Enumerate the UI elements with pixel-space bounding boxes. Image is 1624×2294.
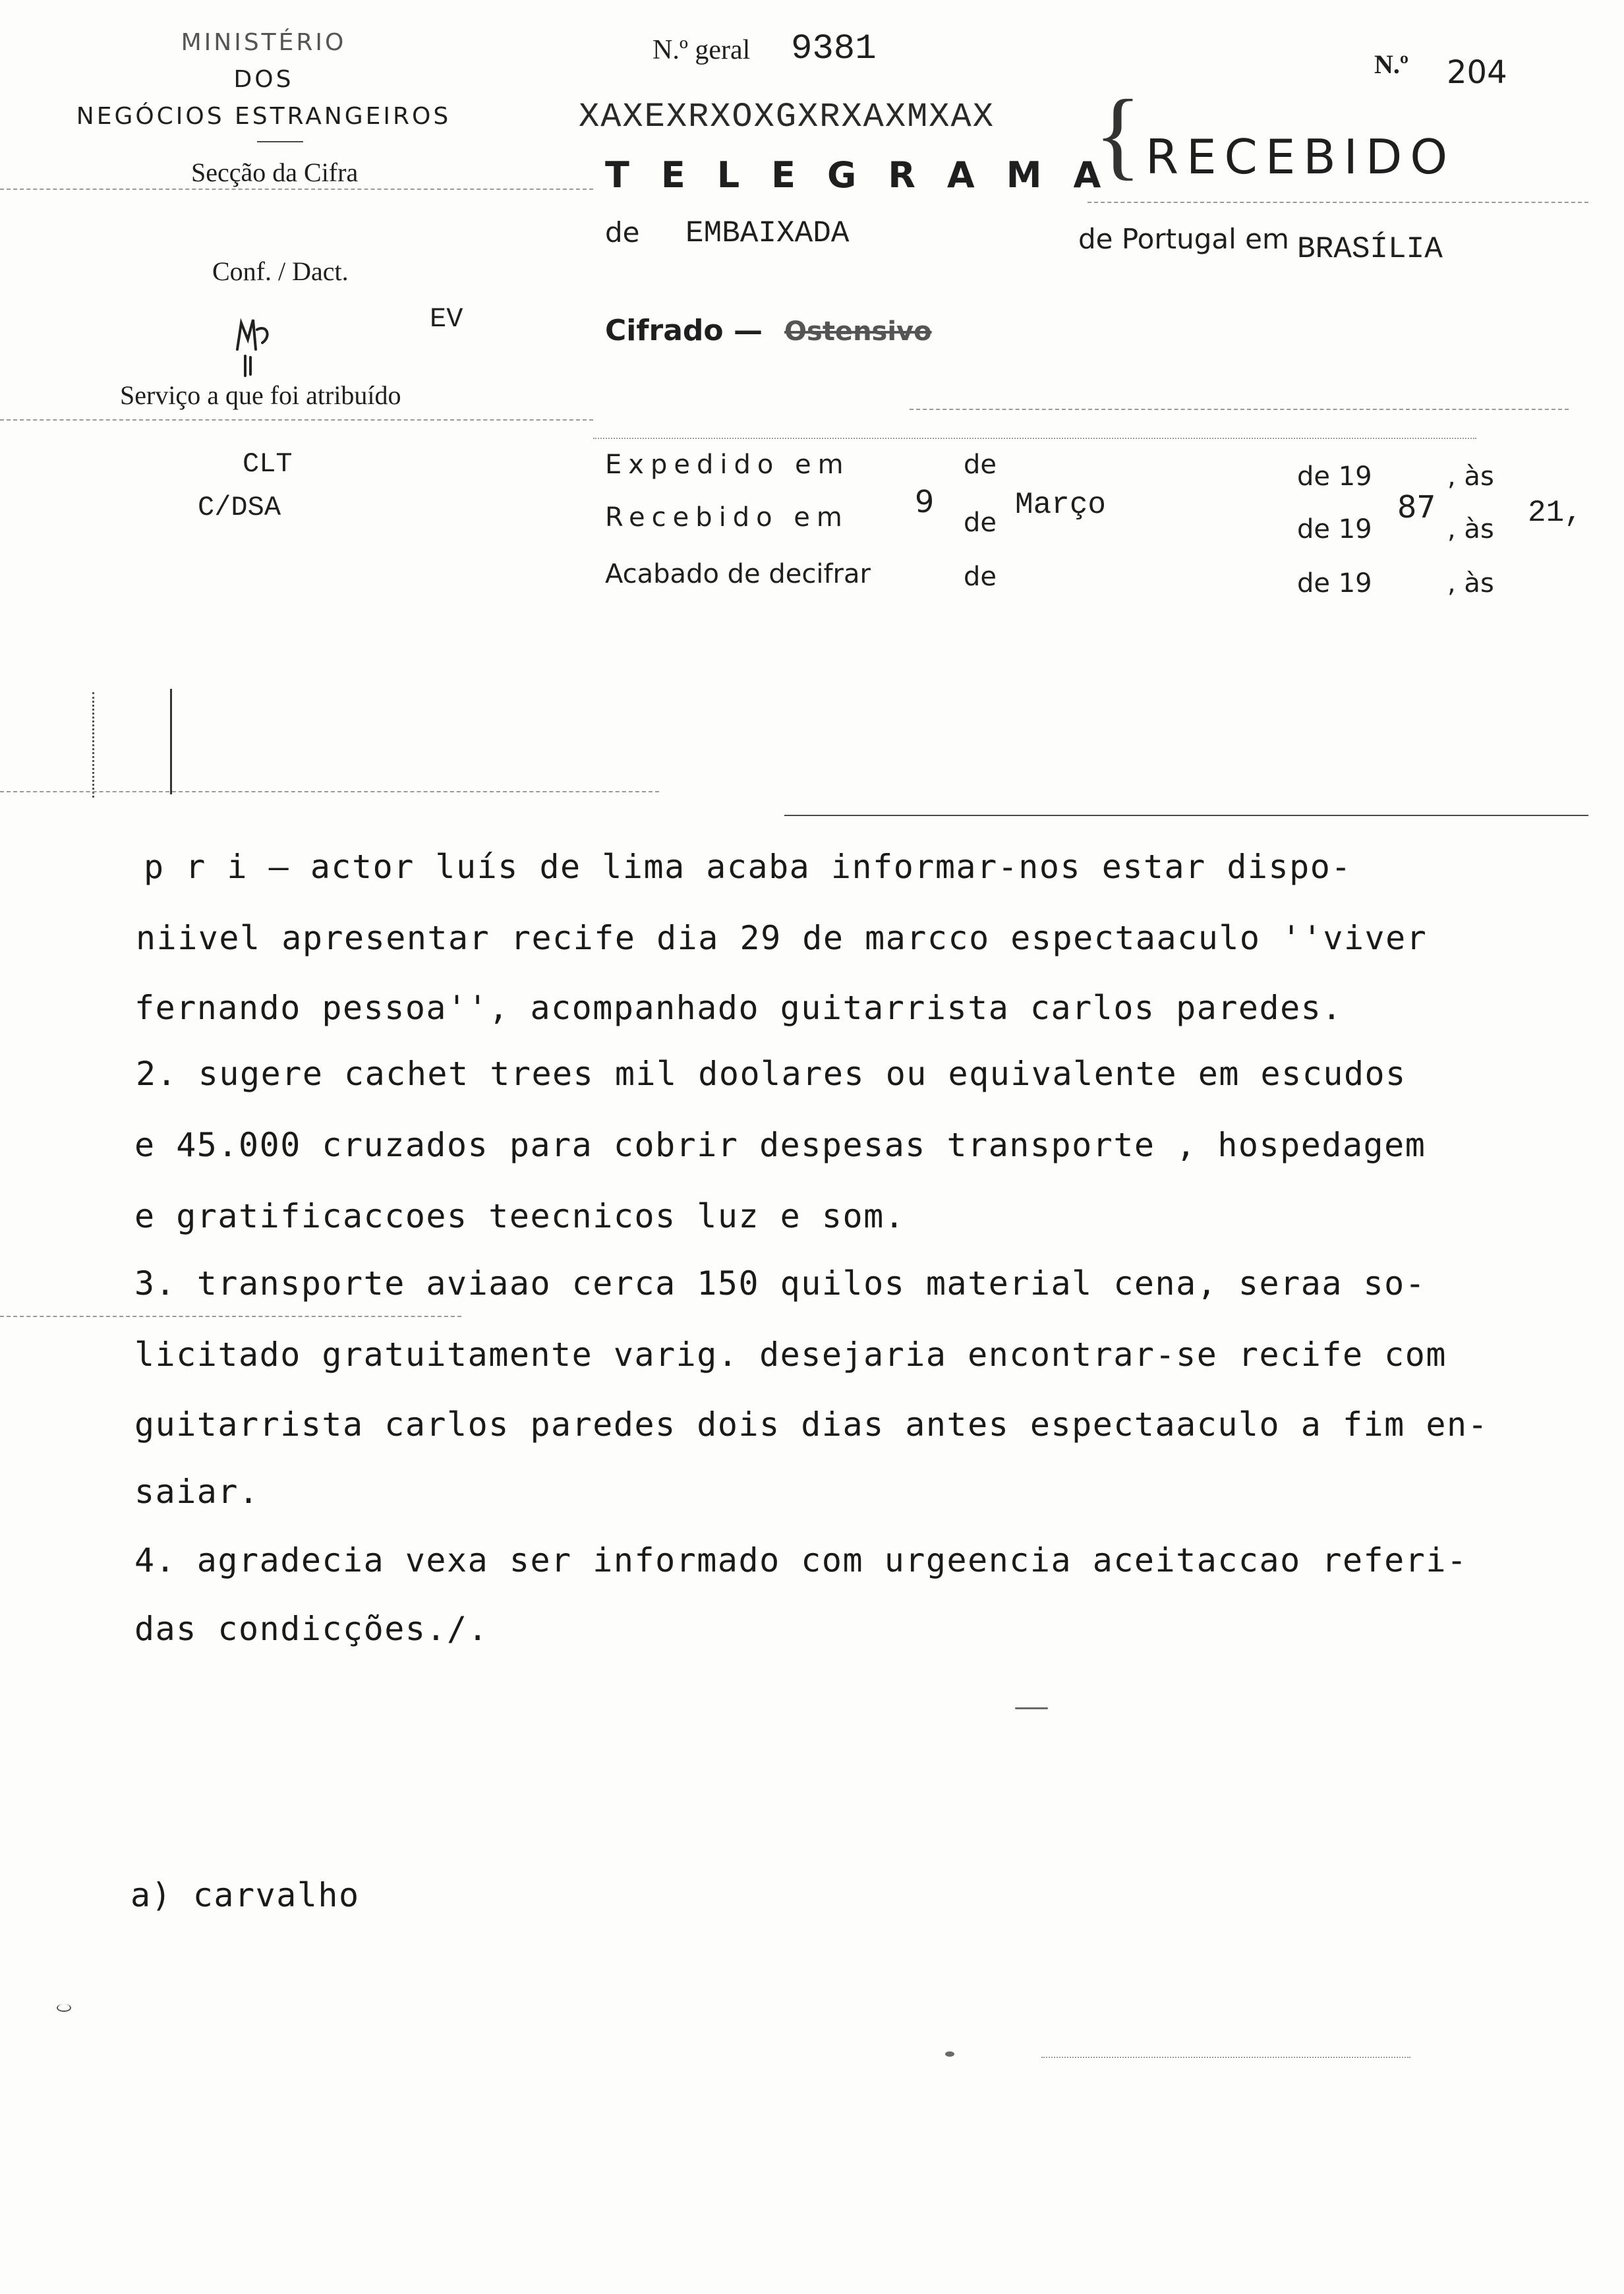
- ostensivo-crossed: Ostensivo: [784, 316, 932, 347]
- sender-value: EMBAIXADA: [685, 216, 850, 250]
- body-line-6: e gratificaccoes teecnicos luz e som.: [134, 1197, 906, 1235]
- body-line-10: saiar.: [134, 1473, 260, 1511]
- body-rule-dashed: [0, 791, 659, 792]
- bottom-dotted-rule: [1041, 2057, 1410, 2058]
- body-line-3: fernando pessoa'', acompanhado guitarrista carlos paredes.: [134, 989, 1343, 1027]
- servico-label: Serviço a que foi atribuído: [120, 380, 401, 410]
- ink-dot: [945, 2051, 954, 2057]
- expedido-label: Expedido em: [605, 450, 850, 480]
- ministry-line-2: DOS: [233, 66, 294, 93]
- city-value: BRASÍLIA: [1297, 232, 1443, 266]
- numero-label: N.º: [1374, 49, 1409, 79]
- initials-value: EV: [430, 303, 463, 335]
- margin-mark-dotted: [92, 692, 94, 798]
- body-line-2: niivel apresentar recife dia 29 de marcco espectaaculo ''viver: [136, 919, 1428, 957]
- portugal-em-label: de Portugal em: [1078, 223, 1289, 255]
- acabado-label: Acabado de decifrar: [605, 559, 871, 589]
- body-line-12: das condicções./.: [134, 1610, 489, 1648]
- assigned-code-1: CLT: [243, 448, 293, 480]
- expedido-as: , às: [1447, 461, 1494, 492]
- expedido-de-19: de 19: [1297, 461, 1372, 492]
- body-line-9: guitarrista carlos paredes dois dias antes espectaaculo a fim en-: [134, 1405, 1489, 1444]
- header-rule-right: [1088, 202, 1588, 203]
- body-rule-solid: [784, 815, 1588, 816]
- recebido-month: Março: [1015, 488, 1107, 522]
- body-line-8: licitado gratuitamente varig. desejaria encontrar-se recife com: [134, 1336, 1447, 1374]
- ministry-line-1: MINISTÉRIO: [181, 29, 347, 56]
- header-rule-left: [0, 189, 593, 190]
- body-line-4: 2. sugere cachet trees mil doolares ou equivalente em escudos: [136, 1055, 1406, 1093]
- expedido-de: de: [964, 450, 997, 480]
- body-rule-mid: [0, 1316, 461, 1317]
- aerograma-crossed: XAXEXRXOXGXRXAXMXAX: [579, 98, 995, 136]
- recebido-day: 9: [915, 484, 935, 519]
- numero-geral-label: N.º geral: [652, 35, 751, 65]
- brace-glyph: {: [1094, 80, 1142, 189]
- acabado-de: de: [964, 562, 997, 592]
- ministry-underline: [257, 141, 303, 142]
- numero-value: 204: [1447, 54, 1507, 91]
- body-line-5: e 45.000 cruzados para cobrir despesas transporte , hospedagem: [134, 1126, 1426, 1164]
- telegrama-title: TELEGRAMA: [605, 154, 1133, 196]
- conf-dact-label: Conf. / Dact.: [212, 256, 349, 286]
- recebido-label: Recebido em: [605, 502, 849, 533]
- recebido-de-19: de 19: [1297, 514, 1372, 544]
- ink-stroke: [1015, 1707, 1048, 1709]
- mid-rule-right: [910, 409, 1569, 410]
- numero-geral-value: 9381: [791, 29, 877, 69]
- ink-mark: [57, 2004, 71, 2012]
- recebido-year: 87: [1397, 489, 1436, 525]
- sender-de-label: de: [605, 216, 640, 249]
- ministry-line-3: NEGÓCIOS ESTRANGEIROS: [76, 103, 451, 130]
- mid-rule-2: [593, 438, 1476, 439]
- body-line-11: 4. agradecia vexa ser informado com urgeencia aceitaccao referi-: [134, 1541, 1468, 1579]
- section-label: Secção da Cifra: [191, 158, 359, 187]
- recebido-time: 21,: [1528, 496, 1582, 530]
- mid-rule-left: [0, 419, 593, 421]
- recebido-de: de: [964, 508, 997, 538]
- handwritten-initials-icon: [231, 310, 283, 382]
- body-line-7: 3. transporte aviaao cerca 150 quilos material cena, seraa so-: [134, 1264, 1426, 1303]
- body-line-1: p r i – actor luís de lima acaba informar-nos estar dispo-: [144, 848, 1352, 886]
- assigned-code-2: C/DSA: [198, 492, 281, 523]
- cifrado-label: Cifrado —: [605, 314, 763, 347]
- recebido-status: RECEBIDO: [1146, 129, 1456, 185]
- margin-mark-solid: [170, 689, 172, 794]
- signature-line: a) carvalho: [130, 1876, 360, 1914]
- acabado-as: , às: [1447, 568, 1494, 599]
- recebido-as: , às: [1447, 514, 1494, 544]
- acabado-de-19: de 19: [1297, 568, 1372, 599]
